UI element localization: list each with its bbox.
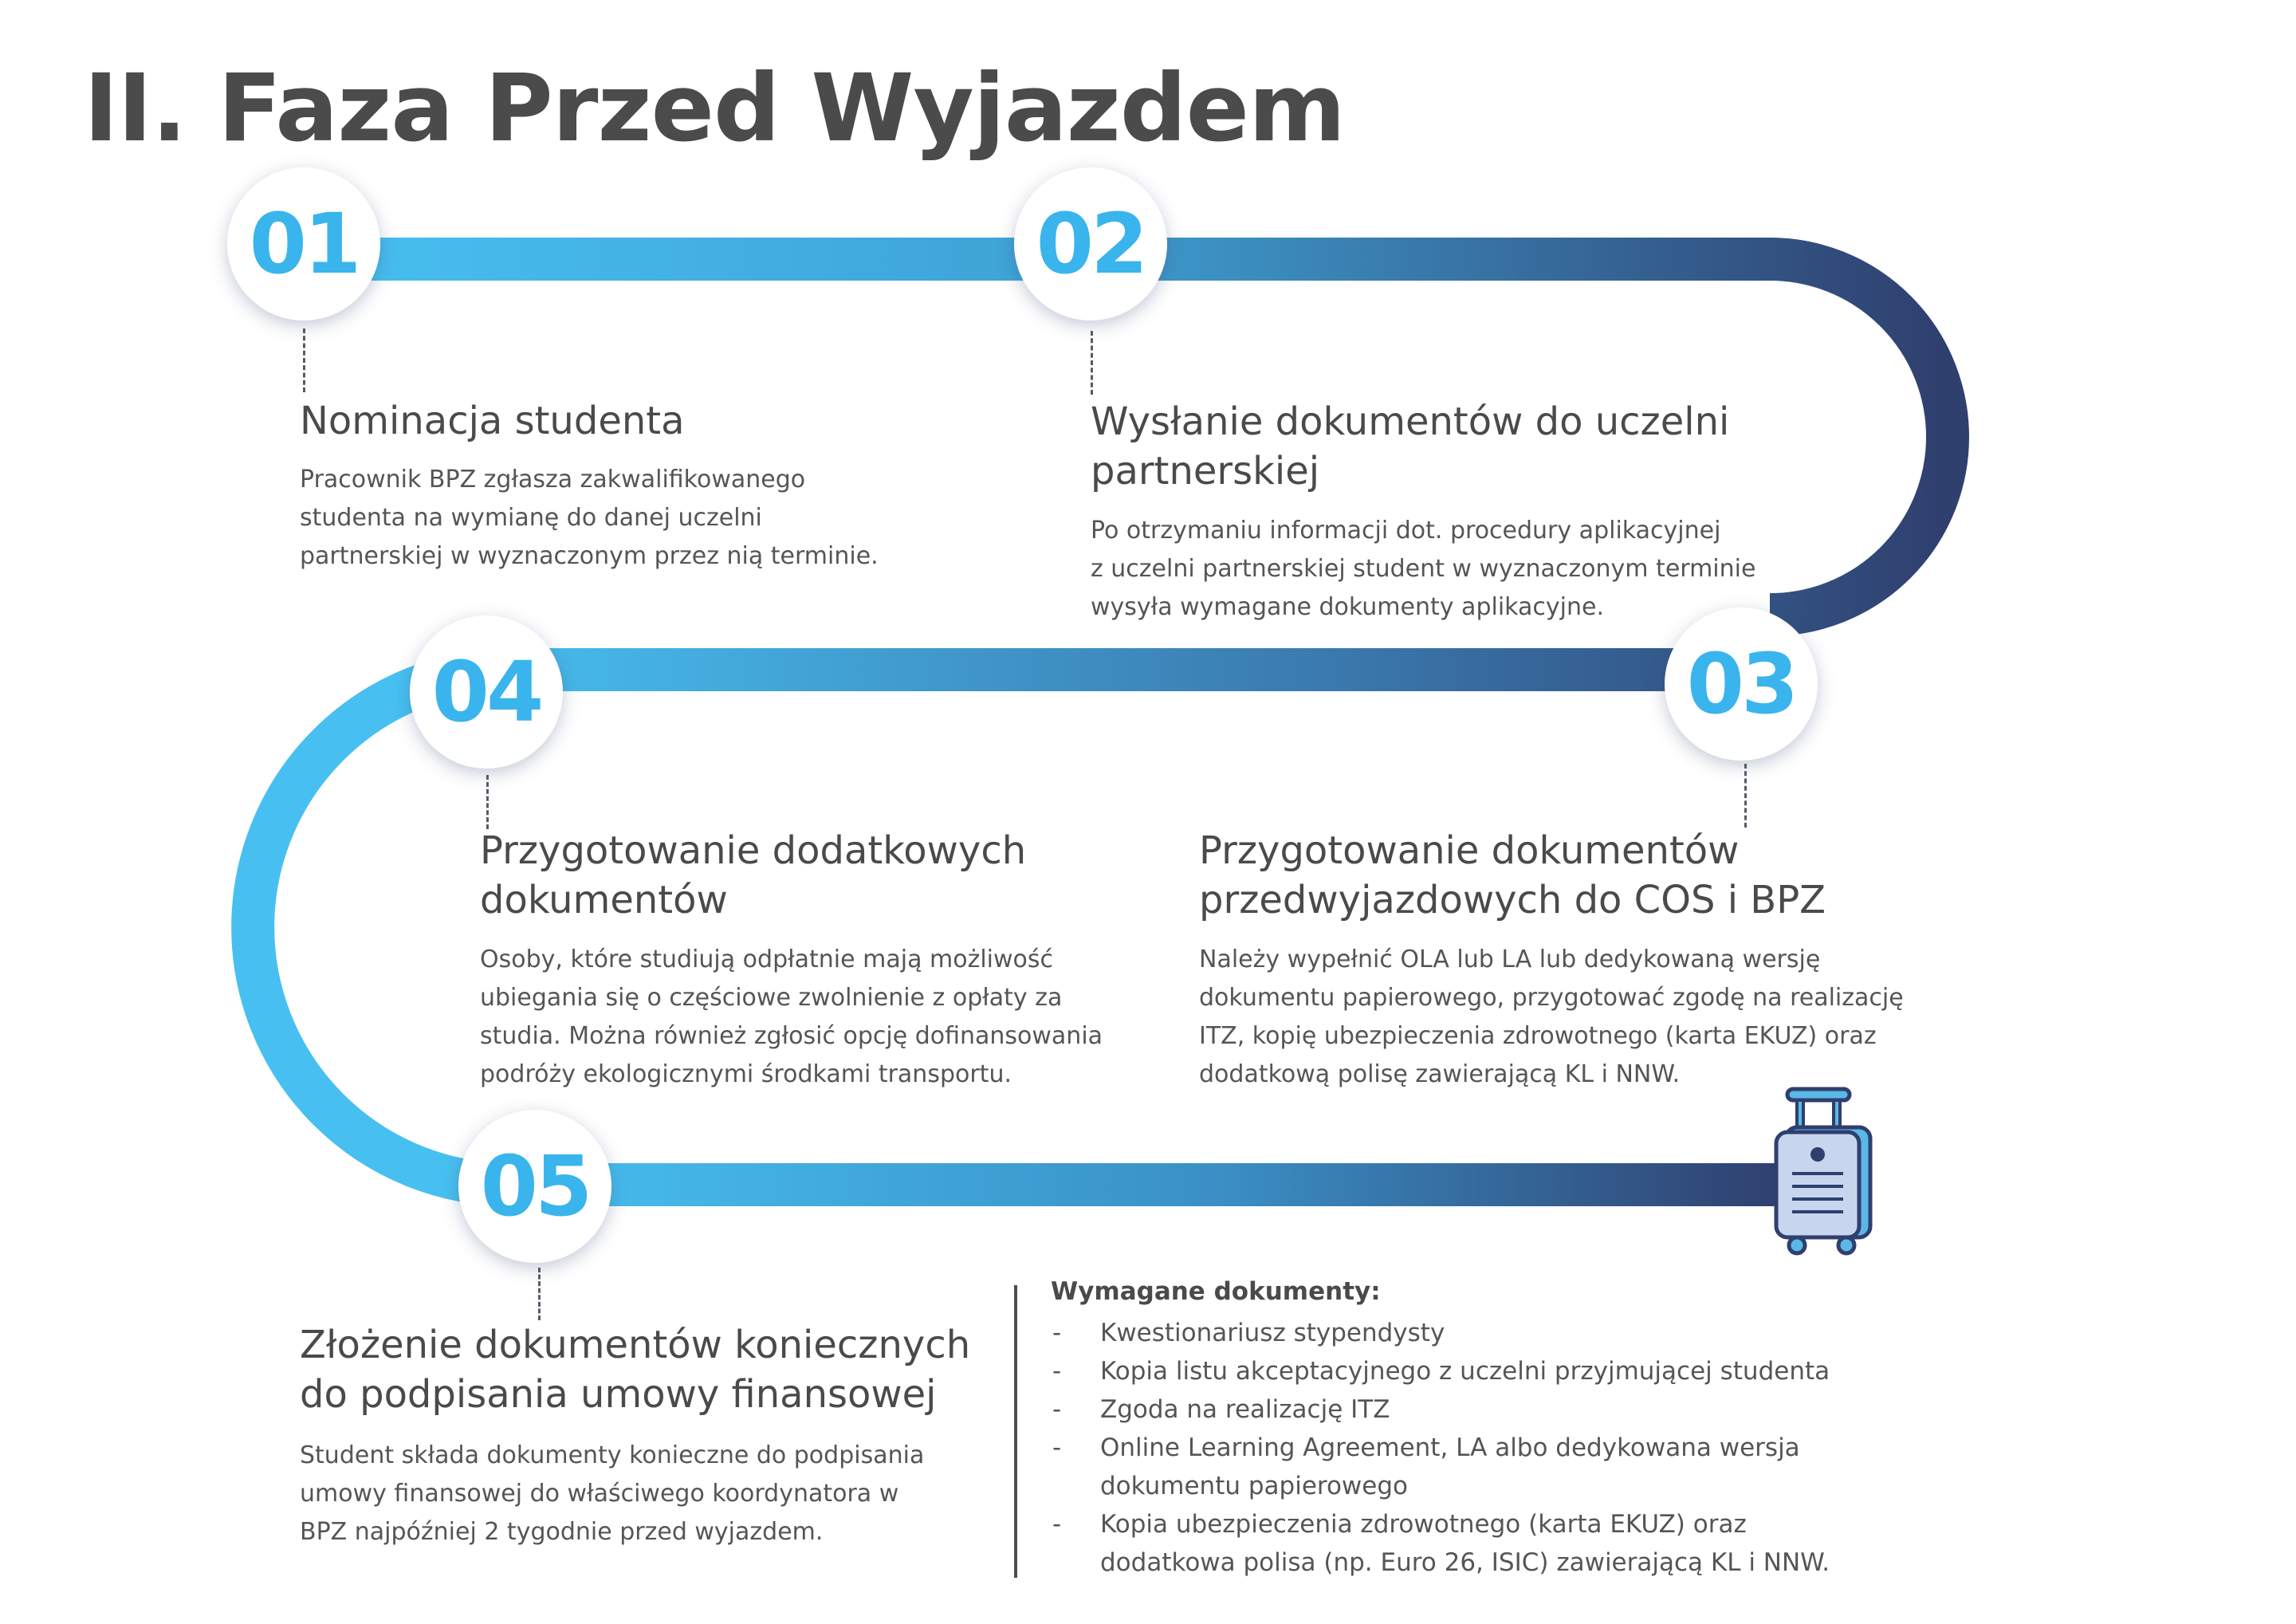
step-02-number-badge: 02 — [1014, 167, 1167, 320]
step-05-title: Złożenie dokumentów koniecznych do podpisania umowy finansowej — [300, 1323, 971, 1417]
section-divider — [1014, 1285, 1017, 1578]
suitcase-icon — [1770, 1086, 1889, 1261]
step-01-connector — [303, 328, 305, 392]
step-04-number-badge: 04 — [410, 615, 563, 769]
list-item: - Kopia ubezpieczenia zdrowotnego (karta EKUZ) oraz dodatkowa polisa (np. Euro 26, ISIC) zawierającą KL i NNW. — [1052, 1510, 1830, 1577]
step-01-number-badge: 01 — [227, 167, 380, 320]
required-documents-list — [1051, 1314, 1880, 1582]
step-01-description: Pracownik BPZ zgłasza zakwalifikowanego studenta na wymianę do danej uczelni partnerskiej w wyznaczonym przez nią terminie. — [300, 466, 879, 570]
page-title: II. Faza Przed Wyjazdem — [84, 53, 1345, 163]
step-03-number-badge: 03 — [1665, 608, 1818, 761]
list-item: - Online Learning Agreement, LA albo dedykowana wersja dokumentu papierowego — [1052, 1433, 1800, 1500]
list-item: - Kwestionariusz stypendysty — [1052, 1319, 1445, 1347]
step-04-description: Osoby, które studiują odpłatnie mają możliwość ubiegania się o częściowe zwolnienie z opłaty za studia. Można również zgłosić opcję dofinansowania podróży ekologicznymi środkami transportu. — [480, 946, 1103, 1088]
step-01-title: Nominacja studenta — [300, 399, 685, 443]
required-documents-heading: Wymagane dokumenty: — [1051, 1277, 1381, 1306]
step-05-description: Student składa dokumenty konieczne do podpisania umowy finansowej do właściwego koordynatora w BPZ najpóźniej 2 tygodnie przed wyjazdem. — [300, 1441, 925, 1546]
step-05-connector — [538, 1268, 541, 1320]
step-03-description: Należy wypełnić OLA lub LA lub dedykowaną wersję dokumentu papierowego, przygotować zgodę na realizację ITZ, kopię ubezpieczenia zdrowotnego (karta EKUZ) oraz dodatkową polisę zawierającą KL i NNW. — [1199, 946, 1904, 1088]
step-02-title: Wysłanie dokumentów do uczelni partnerskiej — [1091, 399, 1730, 493]
step-02-connector — [1091, 331, 1093, 395]
step-04-connector — [486, 775, 489, 829]
step-03-title: Przygotowanie dokumentów przedwyjazdowych do COS i BPZ — [1199, 828, 1826, 922]
list-item: - Zgoda na realizację ITZ — [1052, 1395, 1390, 1424]
step-05-number-badge: 05 — [458, 1110, 611, 1263]
list-item: - Kopia listu akceptacyjnego z uczelni przyjmującej studenta — [1052, 1357, 1830, 1386]
step-02-description: Po otrzymaniu informacji dot. procedury aplikacyjnej z uczelni partnerskiej student w wyznaczonym terminie wysyła wymagane dokumenty aplikacyjne. — [1091, 517, 1756, 621]
step-04-title: Przygotowanie dodatkowych dokumentów — [480, 828, 1027, 922]
step-03-connector — [1744, 764, 1747, 828]
